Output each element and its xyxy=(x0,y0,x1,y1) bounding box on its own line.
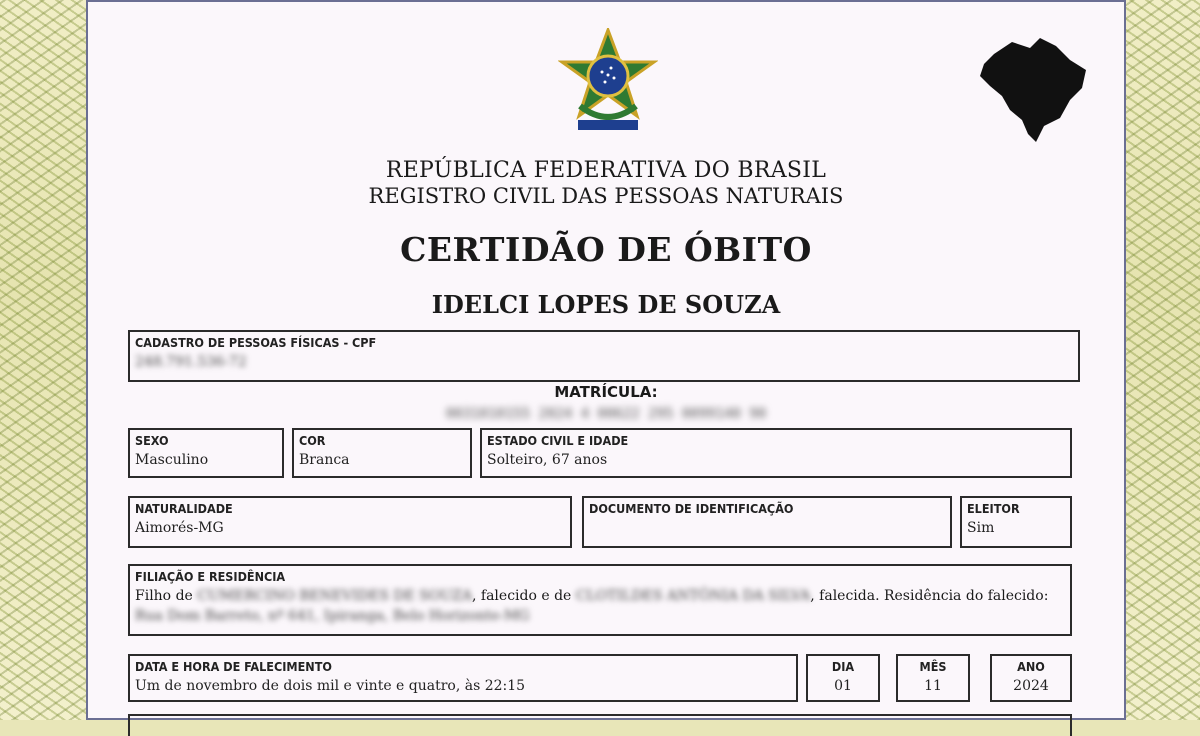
sexo-value: Masculino xyxy=(135,452,209,468)
coat-of-arms-icon xyxy=(558,28,658,136)
cpf-label: CADASTRO DE PESSOAS FÍSICAS - CPF xyxy=(135,335,377,350)
ano-value: 2024 xyxy=(1013,678,1049,694)
dia-box xyxy=(806,654,880,702)
falecimento-label: DATA E HORA DE FALECIMENTO xyxy=(135,659,332,674)
dia-label: DIA xyxy=(831,659,855,674)
residence-address: Rua Dom Barreto, nº 641, Ipiranga, Belo Horizonte-MG xyxy=(135,608,530,624)
mes-label: MÊS xyxy=(919,659,947,674)
eleitor-label: ELEITOR xyxy=(967,501,1020,516)
sexo-label: SEXO xyxy=(135,433,169,448)
certificate-paper xyxy=(86,0,1126,720)
cpf-value: 248.791.536-72 xyxy=(135,354,247,370)
documento-box xyxy=(582,496,952,548)
eleitor-box xyxy=(960,496,1072,548)
documento-label: DOCUMENTO DE IDENTIFICAÇÃO xyxy=(589,501,794,516)
matricula-value: 0031010155 2024 4 00622 295 0099140 90 xyxy=(445,406,767,422)
estado-civil-value: Solteiro, 67 anos xyxy=(487,452,608,468)
cor-value: Branca xyxy=(299,452,350,468)
cor-box xyxy=(292,428,472,478)
filiacao-box xyxy=(128,564,1072,636)
next-section-box xyxy=(128,714,1072,736)
mother-name: CLOTILDES ANTÔNIA DA SILVA xyxy=(575,588,811,604)
filiacao-label: FILIAÇÃO E RESIDÊNCIA xyxy=(135,569,286,584)
naturalidade-box xyxy=(128,496,572,548)
ano-label: ANO xyxy=(1017,659,1045,674)
matricula-label: MATRÍCULA: xyxy=(554,383,658,401)
falecimento-value: Um de novembro de dois mil e vinte e quatro, às 22:15 xyxy=(135,678,526,694)
naturalidade-label: NATURALIDADE xyxy=(135,501,233,516)
estado-civil-box xyxy=(480,428,1072,478)
ano-box xyxy=(990,654,1072,702)
mes-box xyxy=(896,654,970,702)
cor-label: COR xyxy=(299,433,326,448)
naturalidade-value: Aimorés-MG xyxy=(135,520,224,536)
filiacao-text xyxy=(135,586,1065,626)
brazil-map-icon xyxy=(974,30,1094,150)
cpf-box xyxy=(128,330,1080,382)
filiacao-part2: , falecido e de xyxy=(472,588,576,604)
filiacao-part1: Filho de xyxy=(135,588,198,604)
dia-value: 01 xyxy=(834,678,852,694)
estado-civil-label: ESTADO CIVIL E IDADE xyxy=(487,433,629,448)
deceased-name: IDELCI LOPES DE SOUZA xyxy=(431,290,781,319)
falecimento-box xyxy=(128,654,798,702)
republic-heading: REPÚBLICA FEDERATIVA DO BRASIL xyxy=(385,158,827,183)
registry-heading: REGISTRO CIVIL DAS PESSOAS NATURAIS xyxy=(368,184,844,208)
eleitor-value: Sim xyxy=(967,520,995,536)
filiacao-part3: , falecida. Residência do falecido: xyxy=(810,588,1049,604)
mes-value: 11 xyxy=(924,678,942,694)
sexo-box xyxy=(128,428,284,478)
document-title: CERTIDÃO DE ÓBITO xyxy=(400,230,812,269)
father-name: CUMERCINO BENEVIDES DE SOUZA xyxy=(197,588,472,604)
